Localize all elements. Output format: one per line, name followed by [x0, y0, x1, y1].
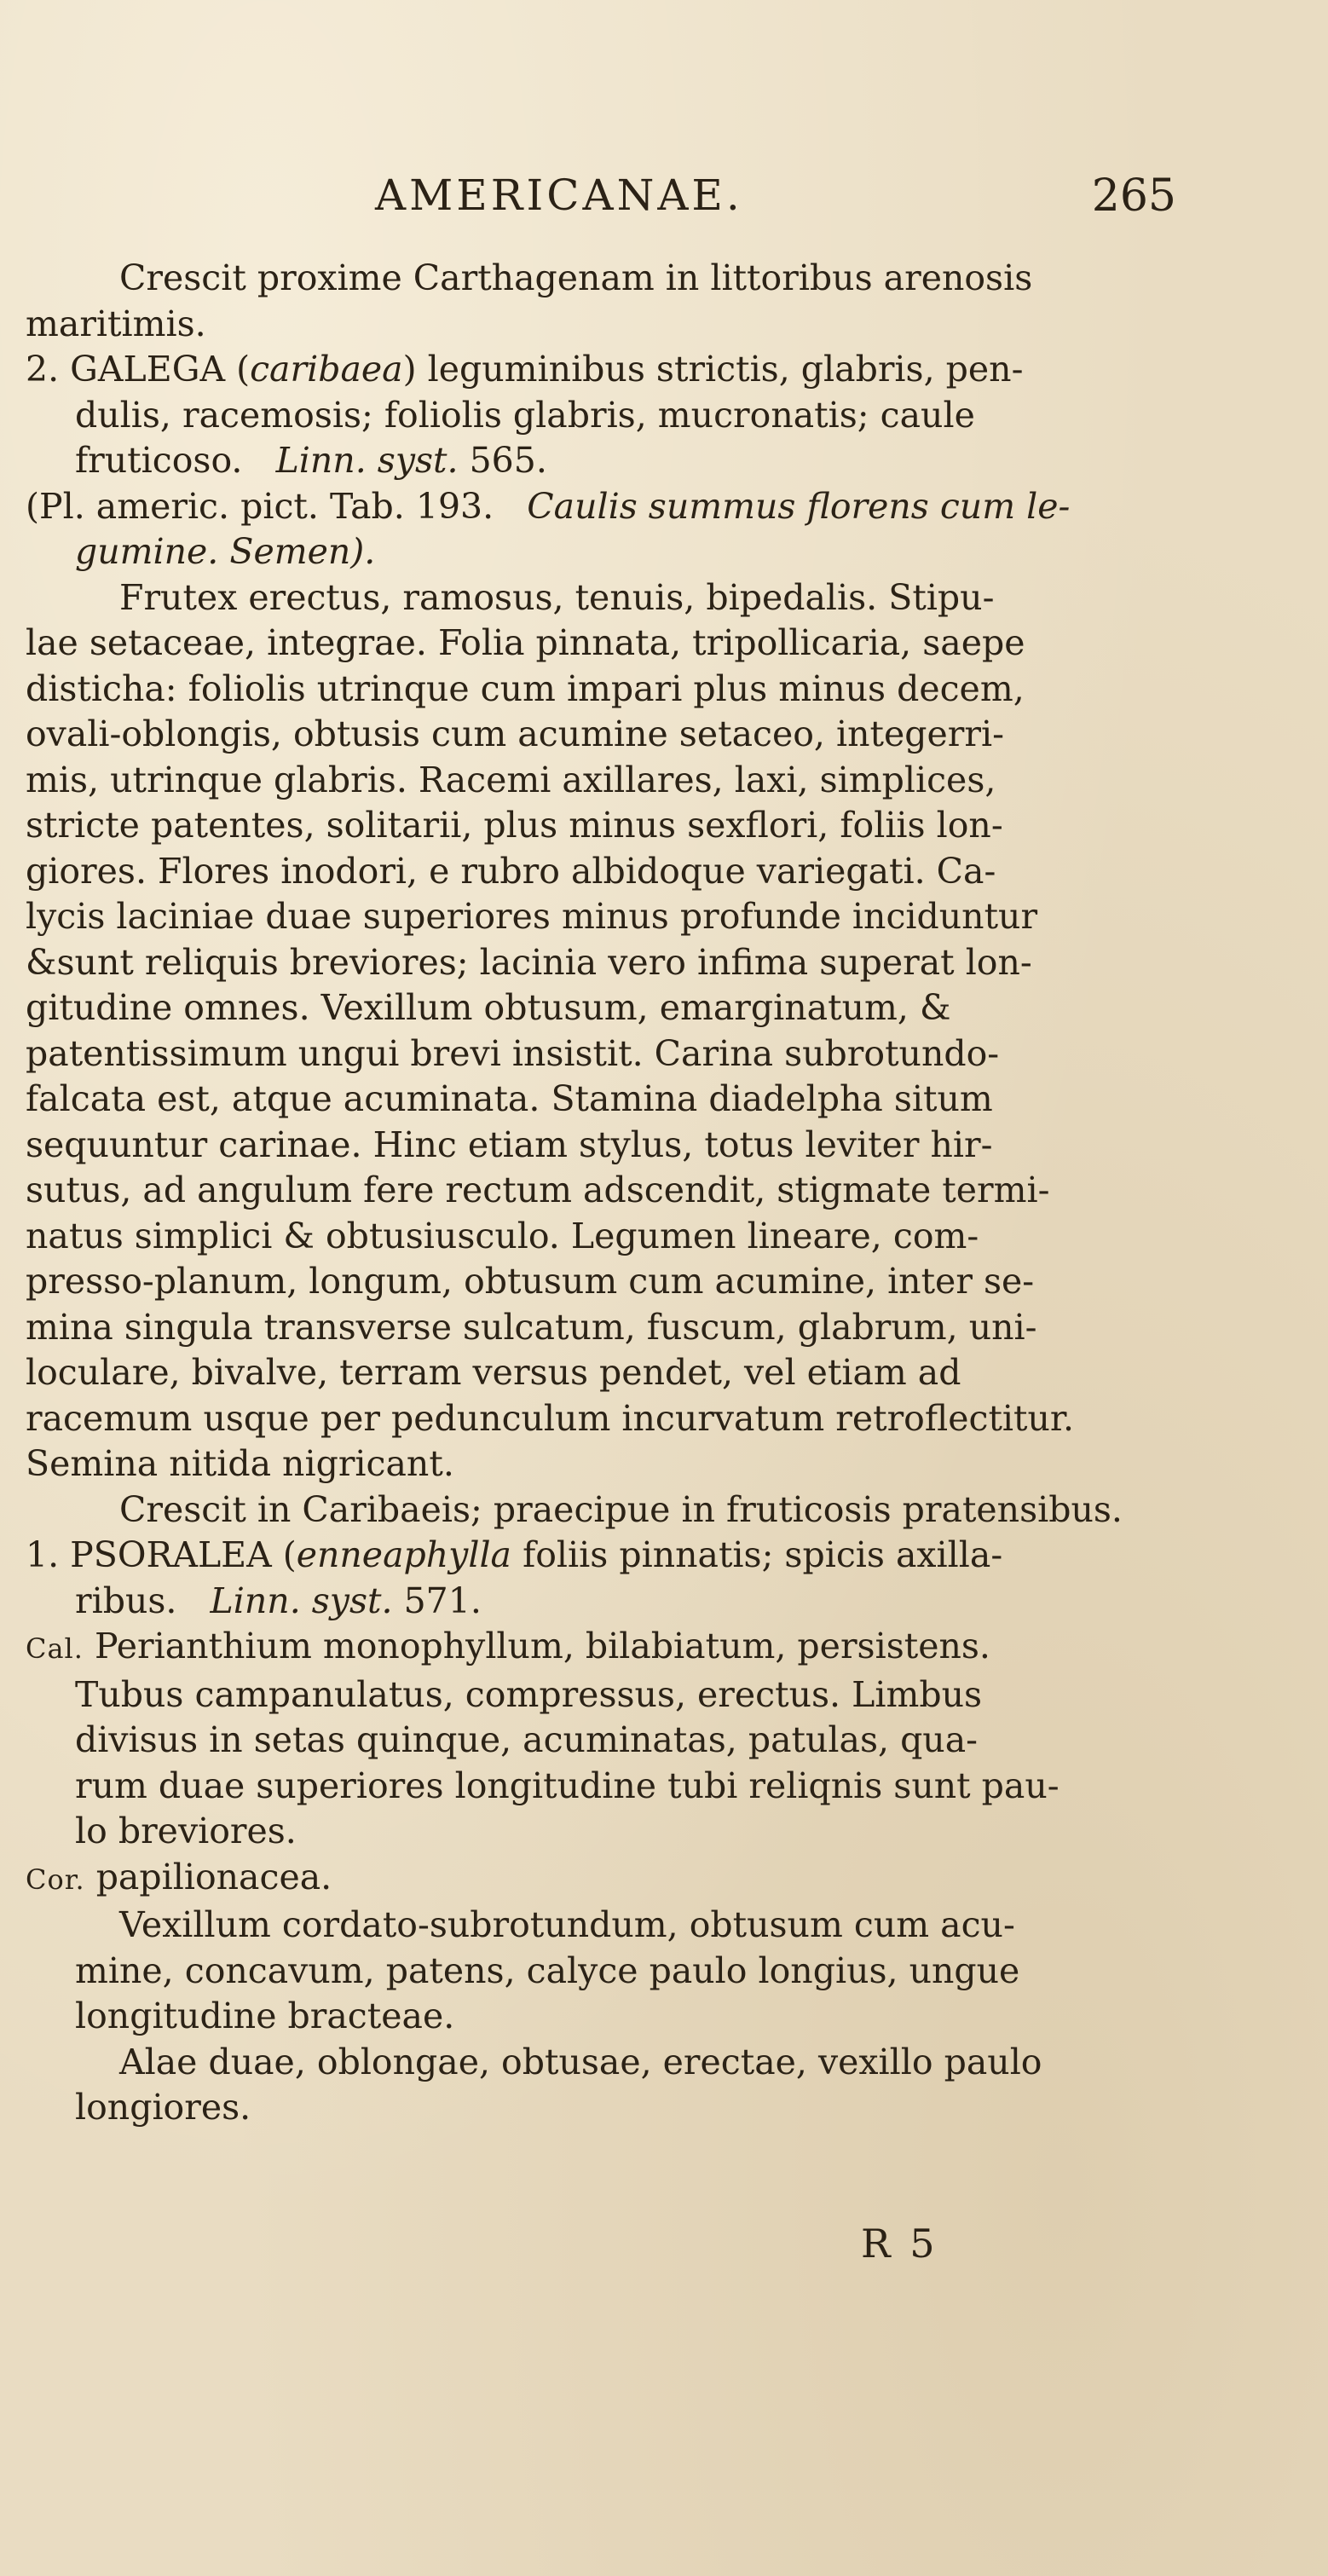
text-line: divisus in setas quinque, acuminatas, patulas, qua-	[75, 1719, 979, 1760]
text-line	[26, 1855, 1287, 1903]
text-line: lycis laciniae duae superiores minus profunde inciduntur	[26, 896, 1038, 937]
running-title: AMERICANAE.	[375, 170, 743, 220]
text-line: disticha: foliolis utrinque cum impari plus minus decem,	[26, 667, 1025, 709]
text-line: lo breviores.	[75, 1811, 297, 1851]
text-line	[26, 1624, 1287, 1672]
text-line: loculare, bivalve, terram versus pendet, vel etiam ad	[26, 1352, 961, 1393]
species-entry-galega: 2. GALEGA (caribaea) leguminibus strictis, glabris, pen-	[26, 349, 1024, 390]
text-line: giores. Flores inodori, e rubro albidoque variegati. Ca-	[26, 850, 996, 892]
text-segment: Caulis summus florens cum le-	[527, 485, 1071, 527]
species-name: enneaphylla	[296, 1534, 512, 1575]
text-line	[26, 1579, 1287, 1625]
text-line	[26, 529, 1287, 575]
text-line: sutus, ad angulum fere rectum adscendit, stigmate termi-	[26, 1170, 1050, 1210]
text-segment: 571.	[403, 1580, 482, 1621]
reference: Linn. syst.	[275, 440, 459, 481]
text-line: longiores.	[75, 2087, 251, 2128]
text-line: stricte patentes, solitarii, plus minus sexflori, foliis lon-	[26, 805, 1003, 846]
text-line: &sunt reliquis breviores; lacinia vero infima superat lon-	[26, 941, 1032, 983]
text-line: Vexillum cordato-subrotundum, obtusum cum acu-	[119, 1904, 1015, 1945]
text-segment: ribus.	[75, 1580, 177, 1621]
section-label: Cor.	[26, 1863, 85, 1896]
page-number: 265	[1091, 170, 1176, 222]
text-line: Tubus campanulatus, compressus, erectus. Limbus	[75, 1673, 983, 1715]
genus-name: PSORALEA	[70, 1534, 272, 1575]
text-segment: 565.	[469, 440, 547, 481]
text-line	[26, 438, 1287, 484]
genus-name: GALEGA	[70, 349, 226, 390]
text-line	[26, 484, 1287, 530]
text-line: gitudine omnes. Vexillum obtusum, emarginatum, &	[26, 987, 951, 1028]
text-segment: papilionacea.	[95, 1856, 332, 1897]
text-line: longitudine bracteae.	[75, 1996, 455, 2036]
text-segment: foliis pinnatis; spicis axilla-	[523, 1534, 1003, 1575]
signature-mark: R 5	[861, 2221, 938, 2267]
text-segment: fruticoso.	[75, 440, 243, 481]
text-line: Crescit in Caribaeis; praecipue in fruticosis pratensibus.	[119, 1488, 1123, 1530]
entry-number: 2.	[26, 349, 60, 390]
text-line: rum duae superiores longitudine tubi reliqnis sunt pau-	[75, 1765, 1060, 1806]
text-line: racemum usque per pedunculum incurvatum retroflectitur.	[26, 1397, 1075, 1439]
entry-number: 1.	[26, 1534, 60, 1575]
text-segment: gumine. Semen).	[75, 531, 376, 572]
species-entry-psoralea: 1. PSORALEA (enneaphylla foliis pinnatis; spicis axilla-	[26, 1534, 1003, 1575]
text-segment: leguminibus strictis, glabris, pen-	[427, 349, 1024, 390]
text-line: Semina nitida nigricant.	[26, 1443, 454, 1484]
text-segment: (Pl. americ. pict. Tab. 193.	[26, 485, 494, 527]
section-label: Cal.	[26, 1632, 84, 1665]
text-line: Crescit proxime Carthagenam in littoribus arenosis	[119, 257, 1033, 298]
reference: Linn. syst.	[210, 1580, 393, 1621]
text-line: mis, utrinque glabris. Racemi axillares, laxi, simplices,	[26, 759, 996, 800]
body-text	[26, 256, 1287, 2131]
text-line: maritimis.	[26, 303, 206, 344]
text-line: dulis, racemosis; foliolis glabris, mucronatis; caule	[75, 394, 975, 436]
text-line: ovali-oblongis, obtusis cum acumine setaceo, integerri-	[26, 713, 1004, 754]
text-line: mine, concavum, patens, calyce paulo longius, ungue	[75, 1949, 1020, 1991]
text-line: falcata est, atque acuminata. Stamina diadelpha situm	[26, 1078, 993, 1119]
text-segment: Perianthium monophyllum, bilabiatum, persistens.	[94, 1626, 990, 1666]
running-header	[375, 170, 1210, 230]
species-name: caribaea	[250, 349, 403, 390]
text-line: sequuntur carinae. Hinc etiam stylus, totus leviter hir-	[26, 1123, 993, 1165]
text-line: patentissimum ungui brevi insistit. Carina subrotundo-	[26, 1032, 1000, 1074]
text-line: lae setaceae, integrae. Folia pinnata, tripollicaria, saepe	[26, 622, 1025, 663]
text-line: Frutex erectus, ramosus, tenuis, bipedalis. Stipu-	[119, 576, 995, 618]
text-line: mina singula transverse sulcatum, fuscum, glabrum, uni-	[26, 1306, 1037, 1348]
text-line: presso-planum, longum, obtusum cum acumine, inter se-	[26, 1261, 1035, 1302]
text-line: natus simplici & obtusiusculo. Legumen lineare, com-	[26, 1215, 979, 1256]
text-line: Alae duae, oblongae, obtusae, erectae, vexillo paulo	[119, 2041, 1042, 2082]
